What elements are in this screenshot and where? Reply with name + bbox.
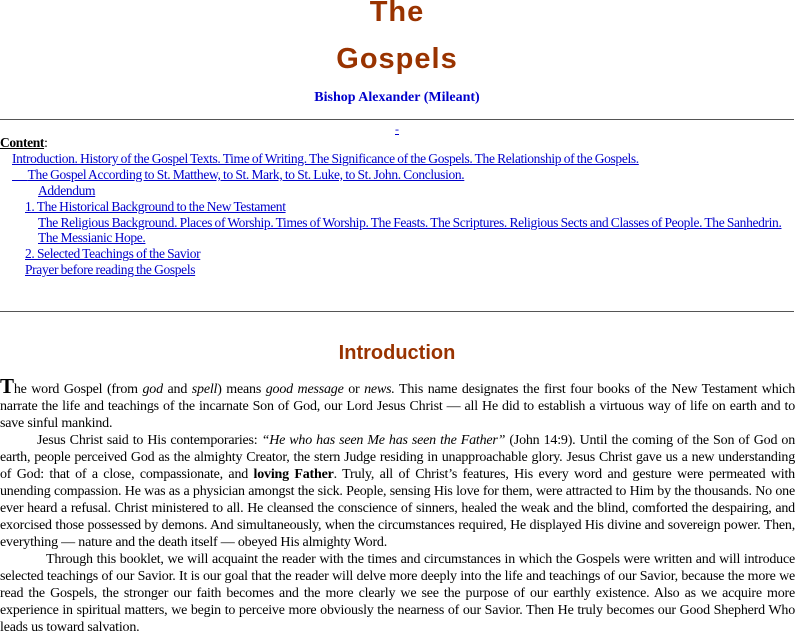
text: This name designates the first four books of the New Testament which narrate the life and teachings of the incarnate Son of God, our Lord Jesus Christ — all He did to establish a virtuous way of life on earth and to save sinful mankind.: [0, 382, 796, 431]
page-title-line1: The: [369, 0, 425, 28]
text: . Truly, all of Christ’s features, His every word and gesture were permeated with unending compassion. He was as a physician amongst the sick. People, sensing His love for them, were attracted to Him by the thousands. No one ever heard a refusal. Christ ministered to all. He cleansed the conscience of sinners, healed the weak and the blind, comforted the despairing, and exorcised those possessed by demons. And simultaneously, when the circumstances required, He displayed His divine and sovereign power. Then, everything — nature and the death itself — obeyed His almighty Word.: [0, 467, 795, 550]
toc-link-introduction[interactable]: Introduction. History of the Gospel Texts. Time of Writing. The Significance of the Gospels. The Relationship of the Gospels.: [12, 150, 639, 166]
section-heading-introduction: Introduction: [338, 342, 456, 364]
text: or: [343, 382, 365, 397]
text: he word Gospel (from: [13, 382, 143, 397]
text: and: [162, 382, 192, 397]
toc-link-historical-background[interactable]: 1. The Historical Background to the New Testament: [25, 198, 286, 214]
paragraph-2: [0, 432, 795, 551]
toc-link-religious-background[interactable]: The Religious Background. Places of Worship. Times of Worship. The Feasts. The Scriptures. Religious Sects and Classes of People. The Sanhedrin.: [38, 214, 782, 230]
toc-link-prayer[interactable]: Prayer before reading the Gospels: [25, 262, 196, 278]
author: Bishop Alexander (Mileant): [314, 90, 480, 105]
text: god: [142, 382, 163, 397]
introduction-text: [0, 374, 796, 636]
toc-link-gospel-according[interactable]: The Gospel According to St. Matthew, to St. Mark, to St. Luke, to St. John. Conclusion.: [12, 166, 465, 182]
text: Jesus Christ said to His contemporaries:: [37, 433, 262, 448]
divider: [0, 119, 794, 120]
paragraph-3: Through this booklet, we will acquaint the reader with the times and circumstances in which the Gospels were written and will introduce selected teachings of our Savior. It is our goal that the reader will delve more deeply into the life and teachings of our Savior, because the more we read the Gospels, the stronger our faith becomes and the more clearly we see the purpose of our earthly existence. Also as we acquire more experience in spiritual matters, we begin to perceive more obviously the nearness of our Savior. Then He truly becomes our Good Shepherd Who leads us toward salvation.: [0, 552, 795, 635]
text: spell: [191, 382, 218, 397]
toc-label: Content: [0, 135, 45, 150]
emphasis: loving Father: [253, 467, 334, 482]
text: (John 14:9). Until the coming of the Son of God on earth, people perceived God as the almighty Creator, the stern Judge residing in unapproachable glory. Jesus Christ gave us a new understanding of God: that of a close, compassionate, and: [0, 433, 795, 482]
page-title-line2: Gospels: [336, 43, 458, 75]
toc-link-messianic-hope[interactable]: The Messianic Hope.: [38, 230, 146, 246]
toc-colon: :: [44, 135, 48, 150]
anchor-link[interactable]: -: [395, 122, 399, 136]
drop-cap: T: [0, 374, 14, 398]
table-of-contents: [0, 135, 796, 278]
quote: “He who has seen Me has seen the Father”: [261, 433, 506, 448]
paragraph-1: [0, 374, 796, 432]
toc-link-addendum[interactable]: Addendum: [38, 182, 96, 198]
text: ) means: [217, 382, 266, 397]
toc-link-selected-teachings[interactable]: 2. Selected Teachings of the Savior: [25, 246, 201, 262]
text: news.: [364, 382, 395, 397]
text: good message: [265, 382, 344, 397]
divider: [0, 311, 794, 312]
